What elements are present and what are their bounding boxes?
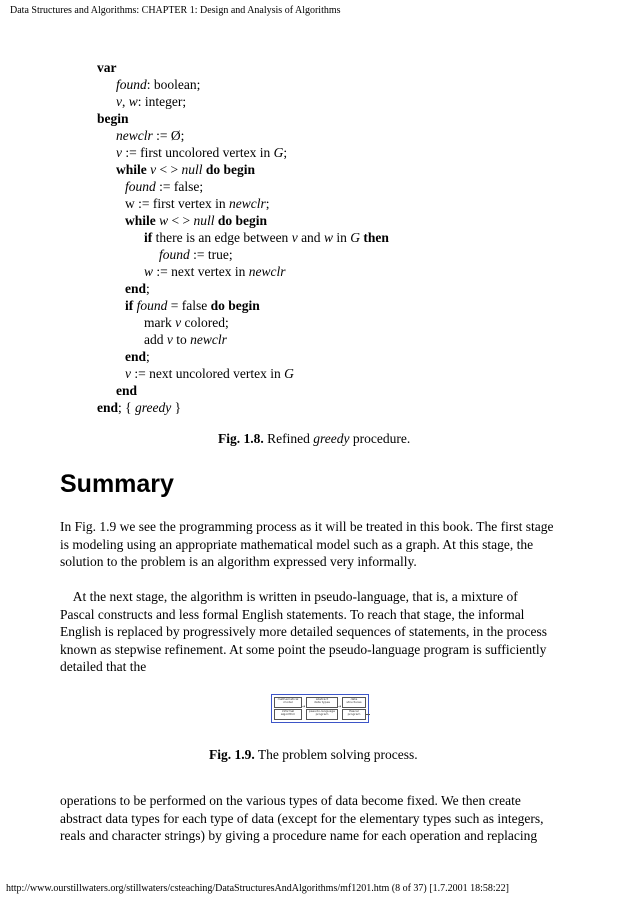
identifier: found xyxy=(159,247,190,262)
code-text: := next uncolored vertex in xyxy=(131,366,285,381)
code-text: < > xyxy=(156,162,182,177)
paragraph-line: operations to be performed on the various types of data become fixed. We then create xyxy=(60,793,521,808)
code-line xyxy=(125,195,269,212)
box-text: program xyxy=(315,712,329,717)
diagram-box xyxy=(306,697,338,708)
identifier: greedy xyxy=(135,400,172,415)
caption-text: greedy xyxy=(313,431,350,446)
problem-solving-diagram xyxy=(271,694,369,723)
identifier: v xyxy=(175,315,182,330)
paragraph-line: Pascal constructs and less formal English statements. To reach that stage, the informal xyxy=(60,606,525,622)
paragraph-line: is modeling using an appropriate mathematical model such as a graph. At this stage, the xyxy=(60,536,534,552)
code-line xyxy=(116,161,255,178)
identifier: null xyxy=(181,162,203,177)
code-text: and xyxy=(297,230,324,245)
code-text: := next vertex in xyxy=(153,264,249,279)
diagram-box xyxy=(274,697,302,708)
identifier: newclr xyxy=(190,332,227,347)
diagram-box xyxy=(342,697,366,708)
identifier: found xyxy=(125,179,156,194)
keyword: end xyxy=(125,349,147,364)
code-text: := Ø; xyxy=(152,128,185,143)
paragraph xyxy=(60,588,590,676)
identifier: newclr xyxy=(116,128,153,143)
code-text: ; xyxy=(146,281,150,296)
figure-label: Fig. 1.9. xyxy=(209,747,255,762)
identifier: found xyxy=(136,298,168,313)
box-text: structures xyxy=(346,700,362,705)
code-line xyxy=(144,263,285,280)
figure-caption xyxy=(218,431,410,447)
keyword: end xyxy=(116,383,138,398)
code-text: := false; xyxy=(155,179,204,194)
code-line xyxy=(159,246,233,263)
identifier: null xyxy=(193,213,215,228)
code-text: := first vertex in xyxy=(134,196,229,211)
code-text: < > xyxy=(168,213,194,228)
code-line xyxy=(125,280,150,297)
code-line xyxy=(125,297,260,314)
code-text: := first uncolored vertex in xyxy=(122,145,274,160)
identifier: G xyxy=(284,366,294,381)
paragraph-line: In Fig. 1.9 we see the programming process as it will be treated in this book. The first stage xyxy=(60,519,554,534)
paragraph-line: reals and character strings) by giving a procedure name for each operation and replacing xyxy=(60,828,538,843)
code-line xyxy=(97,399,181,416)
code-line xyxy=(116,76,200,93)
box-text: data types xyxy=(314,700,330,705)
code-line xyxy=(116,144,287,161)
paragraph-line: English is replaced by progressively more detailed sequences of statements, in the process xyxy=(60,624,547,639)
keyword: end xyxy=(97,400,119,415)
code-text: mark xyxy=(144,315,176,330)
keyword: do begin xyxy=(210,298,260,313)
code-text: , xyxy=(122,94,129,109)
box-text: pseudo-language xyxy=(308,709,336,713)
page-header: Data Structures and Algorithms: CHAPTER 1: Design and Analysis of Algorithms xyxy=(10,5,341,16)
identifier: v xyxy=(166,332,173,347)
code-line xyxy=(116,127,184,144)
code-text: in xyxy=(332,230,351,245)
page-footer: http://www.ourstillwaters.org/stillwaters/csteaching/DataStructuresAndAlgorithms/mf1201.htm (8 of 37) [1.7.2001 18:58:22] xyxy=(6,883,509,894)
code-text: ; xyxy=(146,349,150,364)
code-line xyxy=(116,382,137,399)
code-text: ; xyxy=(265,196,270,211)
identifier: v xyxy=(291,230,298,245)
arrow-icon: → xyxy=(301,704,306,710)
code-text: colored; xyxy=(181,315,229,330)
box-text: data xyxy=(350,697,358,701)
keyword: var xyxy=(97,60,117,75)
caption-text: procedure. xyxy=(349,431,411,446)
box-text: informal xyxy=(281,709,295,713)
arrow-icon: → xyxy=(337,704,342,710)
keyword: do begin xyxy=(205,162,256,177)
figure-mark xyxy=(366,714,370,715)
identifier: newclr xyxy=(248,264,286,279)
code-text: to xyxy=(172,332,191,347)
code-text: there is an edge between xyxy=(152,230,292,245)
code-text: add xyxy=(144,332,167,347)
caption-text: The problem solving process. xyxy=(254,747,418,762)
code-line xyxy=(97,59,117,76)
code-line xyxy=(144,229,389,246)
code-text: = false xyxy=(167,298,211,313)
identifier: v xyxy=(125,366,131,381)
identifier: v xyxy=(150,162,157,177)
identifier: found xyxy=(116,77,147,92)
paragraph xyxy=(60,792,590,845)
identifier: newclr xyxy=(228,196,266,211)
code-text: ; { xyxy=(118,400,135,415)
diagram-box xyxy=(306,709,338,720)
code-text: ; xyxy=(283,145,288,160)
code-text: w xyxy=(125,196,135,211)
identifier: w xyxy=(323,230,333,245)
identifier: w xyxy=(144,264,154,279)
diagram-box xyxy=(342,709,366,720)
section-heading: Summary xyxy=(60,470,174,498)
paragraph-line: known as stepwise refinement. At some point the pseudo-language program is sufficiently xyxy=(60,641,547,657)
box-text: model xyxy=(283,700,293,705)
keyword: then xyxy=(363,230,389,245)
identifier: w xyxy=(128,94,138,109)
paragraph-line: solution to the problem is an algorithm expressed very informally. xyxy=(60,554,417,569)
code-line xyxy=(125,212,267,229)
code-line xyxy=(144,331,227,348)
diagram-box xyxy=(274,709,302,720)
code-line xyxy=(97,110,129,127)
code-line xyxy=(116,93,186,110)
paragraph-line: At the next stage, the algorithm is written in pseudo-language, that is, a mixture of xyxy=(60,589,518,604)
code-line xyxy=(144,314,229,331)
code-text: } xyxy=(171,400,182,415)
code-text: : integer; xyxy=(137,94,187,109)
code-line xyxy=(125,348,150,365)
identifier: v xyxy=(116,94,122,109)
figure-caption xyxy=(209,747,418,763)
code-text: := true; xyxy=(189,247,233,262)
keyword: if xyxy=(144,230,153,245)
keyword: end xyxy=(125,281,147,296)
keyword: begin xyxy=(97,111,129,126)
box-text: program xyxy=(347,712,361,717)
identifier: w xyxy=(159,213,169,228)
paragraph-line: abstract data types for each type of data (except for the elementary types such as integers, xyxy=(60,810,544,826)
keyword: while xyxy=(116,162,147,177)
box-text: abstract xyxy=(315,697,329,701)
code-line xyxy=(125,178,203,195)
code-line xyxy=(125,365,294,382)
box-text: algorithm xyxy=(280,712,296,717)
paragraph-line: detailed that the xyxy=(60,659,147,674)
keyword: while xyxy=(125,213,156,228)
paragraph xyxy=(60,518,590,571)
keyword: if xyxy=(125,298,134,313)
code-text: : boolean; xyxy=(146,77,201,92)
identifier: G xyxy=(350,230,360,245)
box-text: mathematical xyxy=(277,697,299,701)
identifier: v xyxy=(116,145,122,160)
caption-text: Refined xyxy=(263,431,314,446)
identifier: G xyxy=(273,145,284,160)
figure-label: Fig. 1.8. xyxy=(218,431,264,446)
keyword: do begin xyxy=(217,213,268,228)
box-text: Pascal xyxy=(349,709,359,713)
